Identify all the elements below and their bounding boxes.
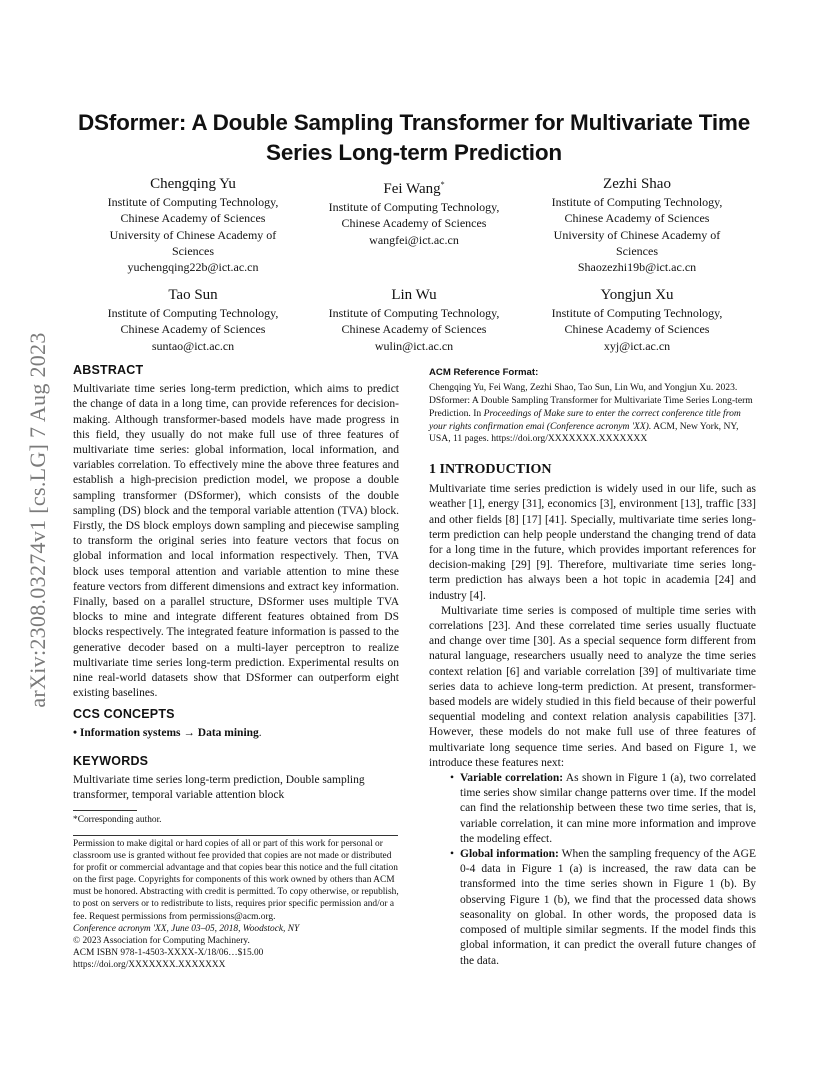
author-affiliation: Chinese Academy of Sciences — [120, 322, 266, 337]
ccs-concept — [73, 726, 399, 741]
acm-reference-plain: Chengqing Yu, Fei Wang, Zezhi Shao, Tao Sun, Lin Wu, and Yongjun Xu. 2023. DSformer: A Double Sampling Transformer for Multivariate Time Series Long-term Prediction. In — [429, 382, 753, 419]
author-block — [304, 175, 524, 248]
paper-title — [60, 108, 768, 168]
bullet-dot: • — [450, 772, 455, 785]
list-item — [429, 847, 756, 969]
author-affiliation: Institute of Computing Technology, — [107, 306, 279, 320]
conference-info: Conference acronym 'XX, June 03–05, 2018, Woodstock, NY — [73, 923, 300, 934]
author-affiliation: Institute of Computing Technology, — [328, 306, 500, 320]
ccs-period: . — [258, 727, 262, 740]
footnote: *Corresponding author. — [73, 815, 162, 825]
feature-list — [429, 771, 756, 969]
permission-block — [73, 838, 399, 971]
copyright-line: © 2023 Association for Computing Machinery. — [73, 935, 250, 946]
keywords-heading: KEYWORDS — [73, 754, 149, 768]
author-affiliation: Chinese Academy of Sciences — [564, 322, 710, 337]
author-email: wangfei@ict.ac.cn — [369, 232, 459, 247]
acm-reference-section — [429, 365, 756, 446]
author-affiliation: University of Chinese Academy of — [553, 227, 721, 242]
author-email: yuchengqing22b@ict.ac.cn — [127, 260, 259, 275]
author-block — [527, 286, 747, 354]
introduction-heading: 1 INTRODUCTION — [429, 462, 552, 477]
author-affiliation: Institute of Computing Technology, — [551, 306, 723, 320]
bullet-dot: • — [450, 848, 455, 861]
footnote-rule — [73, 810, 137, 811]
author-name: Lin Wu — [391, 287, 437, 303]
ccs-section — [73, 707, 399, 741]
author-affiliation: University of Chinese Academy of — [109, 227, 277, 242]
author-block — [304, 286, 524, 354]
acm-reference-tail: ACM, New York, NY, USA, 11 pages. https://doi.org/XXXXXXX.XXXXXXX — [429, 420, 739, 445]
corresponding-marker: * — [440, 180, 445, 189]
author-email: wulin@ict.ac.cn — [374, 338, 454, 353]
list-item-text: As shown in Figure 1 (a), two correlated time series show similar change patterns over time. If the model can find the relationship between these two time series, that is, variable correlation, it can mine more information and improve the modeling effect. — [460, 772, 756, 845]
acm-reference-text — [429, 382, 756, 446]
intro-paragraph-1: Multivariate time series prediction is widely used in our life, such as weather [1], energy [31], economics [3], environment [13], traffic [33] and other fields [8] [17] [41]. Specially, multivariate time series long-term prediction can help people understand the changing trend of data for a long time in the future, which provides important references for decision-making [29] [9]. Therefore, multivariate time series long-term prediction has always been a hot topic in academia [24] and industry [4]. — [429, 483, 756, 602]
introduction-section — [429, 462, 756, 969]
author-block — [83, 175, 303, 275]
author-email: xyj@ict.ac.cn — [603, 338, 671, 353]
author-email: Shaozezhi19b@ict.ac.cn — [577, 260, 697, 275]
doi-link[interactable]: https://doi.org/XXXXXXX.XXXXXXX — [73, 959, 226, 970]
abstract-heading: ABSTRACT — [73, 363, 144, 377]
author-name: Yongjun Xu — [600, 287, 674, 303]
author-email: suntao@ict.ac.cn — [151, 338, 235, 353]
author-name-line — [304, 175, 524, 199]
author-name: Fei Wang — [383, 181, 441, 197]
isbn-line: ACM ISBN 978-1-4503-XXXX-X/18/06…$15.00 — [73, 947, 264, 958]
permission-rule — [73, 835, 398, 836]
author-name: Chengqing Yu — [150, 176, 236, 192]
list-item-label: Global information: — [460, 848, 559, 861]
title-line-2: Series Long-term Prediction — [266, 140, 562, 165]
author-affiliation: Sciences — [172, 243, 214, 258]
keywords-section — [73, 754, 399, 804]
author-affiliation: Institute of Computing Technology, — [107, 195, 279, 209]
ccs-concept-text: Information systems → Data mining — [79, 727, 259, 740]
author-name: Zezhi Shao — [603, 176, 671, 192]
list-item-label: Variable correlation: — [460, 772, 564, 785]
list-item-text: When the sampling frequency of the AGE 0-4 data in Figure 1 (a) is increased, the raw data can be transformed into the time series shown in Figure 1 (b). By observing Figure 1 (b), we find that the processed data shows seasonality on global. In other words, the proposed data is composed of multiple similar segments. If the model finds this global information, it can predict the overall future changes of the data. — [460, 848, 756, 967]
permission-text: Permission to make digital or hard copies of all or part of this work for personal or classroom use is granted without fee provided that copies are not made or distributed for profit or commercial advantage and that copies bear this notice and the full citation on the first page. Copyrights for components of this work owned by others than ACM must be honored. Abstracting with credit is permitted. To copy otherwise, or republish, to post on servers or to redistribute to lists, requires prior specific permission and/or a fee. Request permissions from permissions@acm.org. — [73, 839, 399, 922]
author-affiliation: Chinese Academy of Sciences — [341, 216, 487, 231]
arxiv-identifier: arXiv:2308.03274v1 [cs.LG] 7 Aug 2023 — [25, 332, 50, 708]
author-affiliation: Institute of Computing Technology, — [328, 200, 500, 214]
author-affiliation: Chinese Academy of Sciences — [120, 211, 266, 226]
ccs-heading: CCS CONCEPTS — [73, 707, 175, 721]
ccs-bullet: • — [73, 727, 78, 740]
title-line-1: DSformer: A Double Sampling Transformer for Multivariate Time — [77, 110, 751, 135]
author-affiliation: Chinese Academy of Sciences — [564, 211, 710, 226]
author-affiliation: Sciences — [616, 243, 658, 258]
abstract-text: Multivariate time series long-term prediction, which aims to predict the change of data in a long time, can provide references for decision-making. Although transformer-based models have made progress in this field, they usually do not make full use of three features of multivariate time series: global information, local information, and variables correlation. To effectively mine the above three features and establish a high-precision prediction model, we propose a double sampling transformer (DSformer), which consists of the double sampling (DS) block and the temporal variable attention (TVA) block. Firstly, the DS block employs down sampling and piecewise sampling to transform the original series into feature vectors that focus on global information and local information respectively. Then, TVA block uses temporal attention and variable attention to mine these feature vectors from different dimensions and extract key information. Finally, based on a parallel structure, DSformer uses multiple TVA blocks to mine and integrate different features obtained from DS blocks respectively. The integrated feature information is passed to the generative decoder based on a multi-layer perceptron to realize multivariate time series long-term prediction. Experimental results on nine real-world datasets show that DSformer can outperform eight existing baselines. — [73, 383, 399, 700]
author-affiliation: Institute of Computing Technology, — [551, 195, 723, 209]
author-block — [83, 286, 303, 354]
abstract-section — [73, 363, 399, 701]
acm-reference-heading: ACM Reference Format: — [429, 367, 539, 378]
intro-paragraph-2: Multivariate time series is composed of multiple time series with correlations [23]. And these correlated time series usually fluctuate and change over time [30]. As a special sequence form different from natural language, researchers usually need to analyze the time series context relation [6] and variable correlation [39] of multivariate time series data to achieve long-term prediction. At present, transformer-based models are widely studied in this field because of their powerful sequential modeling and context relation analysis capabilities [37]. However, these models do not make full use of three features of multivariate long sequence time series. And based on Figure 1, we introduce these features next: — [429, 604, 756, 769]
author-block — [527, 175, 747, 275]
list-item — [429, 771, 756, 847]
keywords-text: Multivariate time series long-term prediction, Double sampling transformer, temporal variable attention block — [73, 774, 365, 802]
acm-reference-proceedings: Proceedings of Make sure to enter the correct conference title from your rights confirmation emai (Conference acronym 'XX). — [429, 407, 741, 432]
author-name: Tao Sun — [168, 287, 218, 303]
author-affiliation: Chinese Academy of Sciences — [341, 322, 487, 337]
